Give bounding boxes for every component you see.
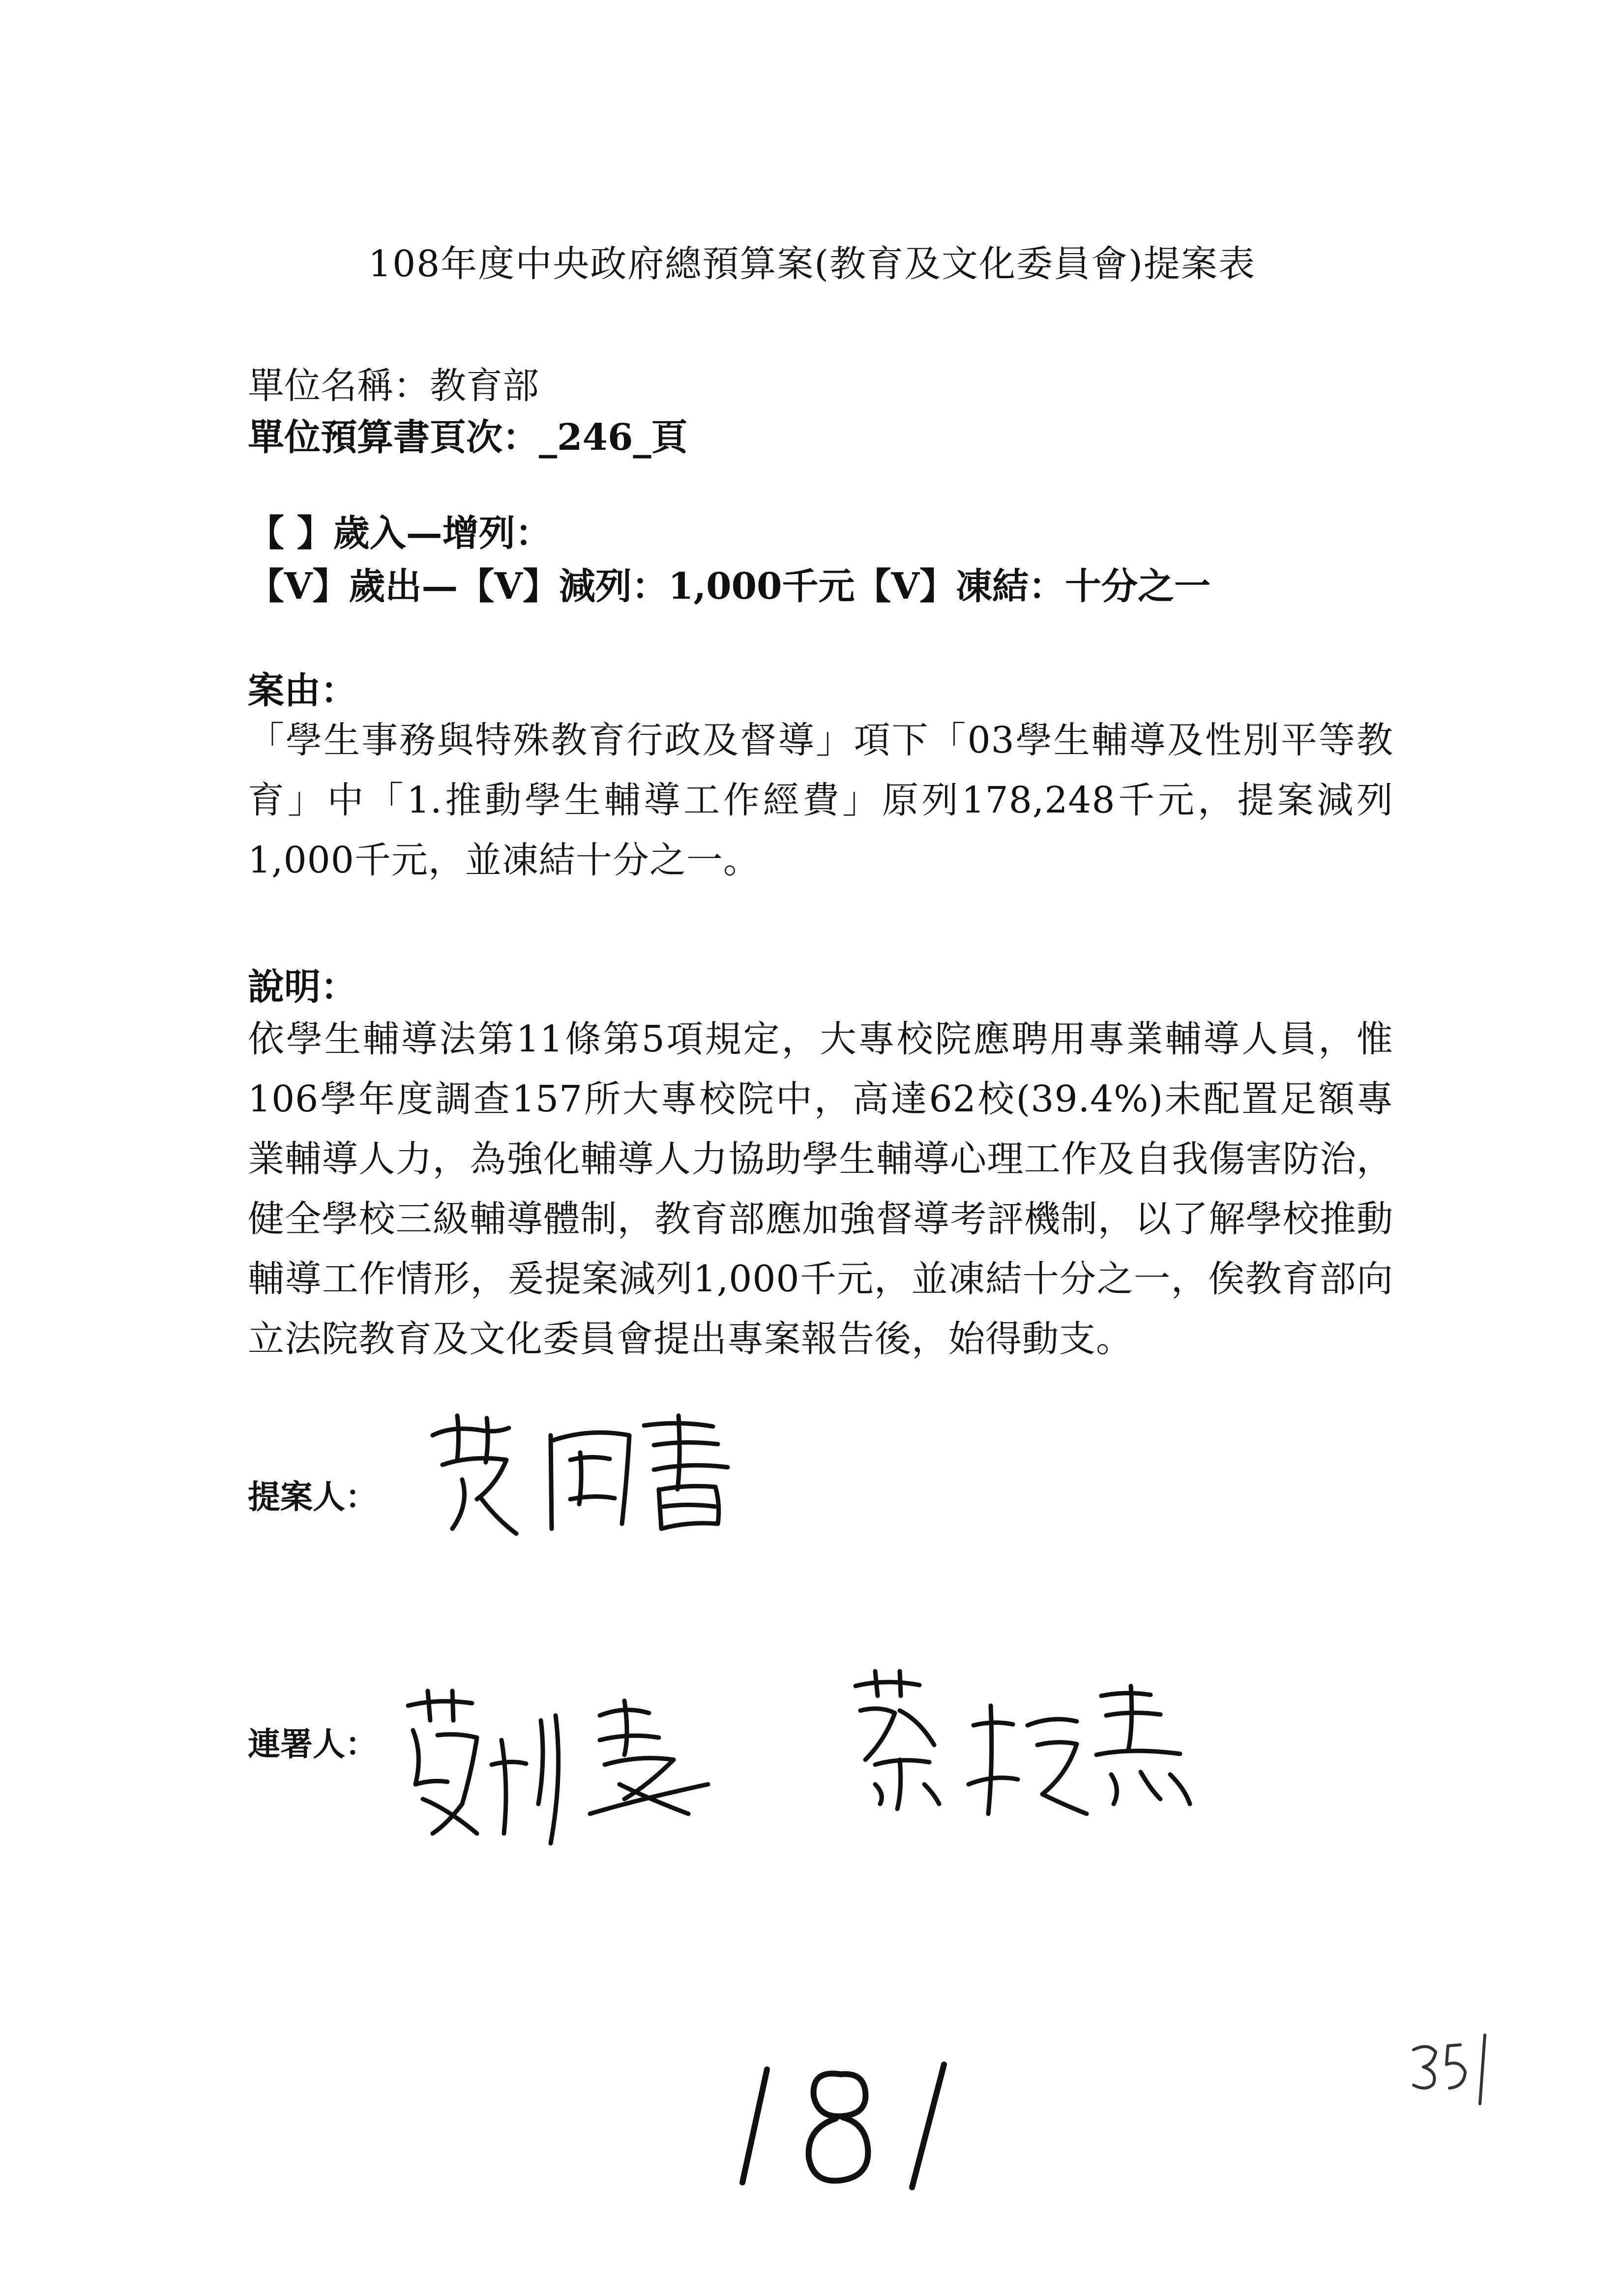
cosigner-signature-1 — [393, 1686, 728, 1853]
explanation-text: 依學生輔導法第11條第5項規定，大專校院應聘用專業輔導人員，惟106學年度調查157所大專校院中，高達62校(39.4%)未配置足額專業輔導人力，為強化輔導人力協助學生輔導心理工作及自我傷害防治，健全學校三級輔導體制，教育部應加強督導考評機制，以了解學校推動輔導工作情形，爰提案減列1,000千元，並凍結十分之一，俟教育部向立法院教育及文化委員會提出專案報告後，始得動支。 — [248, 1018, 1393, 1360]
handwritten-corner-number — [1406, 2030, 1509, 2111]
cosigner-signature-2 — [846, 1666, 1200, 1824]
cosigner-label: 連署人： — [248, 1725, 378, 1763]
proposer-signature — [423, 1406, 747, 1543]
form-title: 108年度中央政府總預算案(教育及文化委員會)提案表 — [368, 243, 1256, 285]
expense-line: 【V】歲出—【V】減列：1,000千元【V】凍結：十分之一 — [248, 565, 1211, 608]
proposer-label: 提案人： — [248, 1478, 378, 1516]
revenue-line: 【 】歲入—增列： — [248, 512, 552, 554]
reason-heading: 案由： — [248, 669, 357, 712]
budget-page-reference: 單位預算書頁次：_246_頁 — [248, 416, 688, 459]
unit-name: 單位名稱：教育部 — [248, 365, 539, 407]
explanation-heading: 說明： — [248, 966, 357, 1008]
reason-text: 「學生事務與特殊教育行政及督導」項下「03學生輔導及性別平等教育」中「1.推動學生輔導工作經費」原列178,248千元，提案減列1,000千元，並凍結十分之一。 — [248, 719, 1393, 881]
handwritten-page-number — [728, 2055, 983, 2194]
